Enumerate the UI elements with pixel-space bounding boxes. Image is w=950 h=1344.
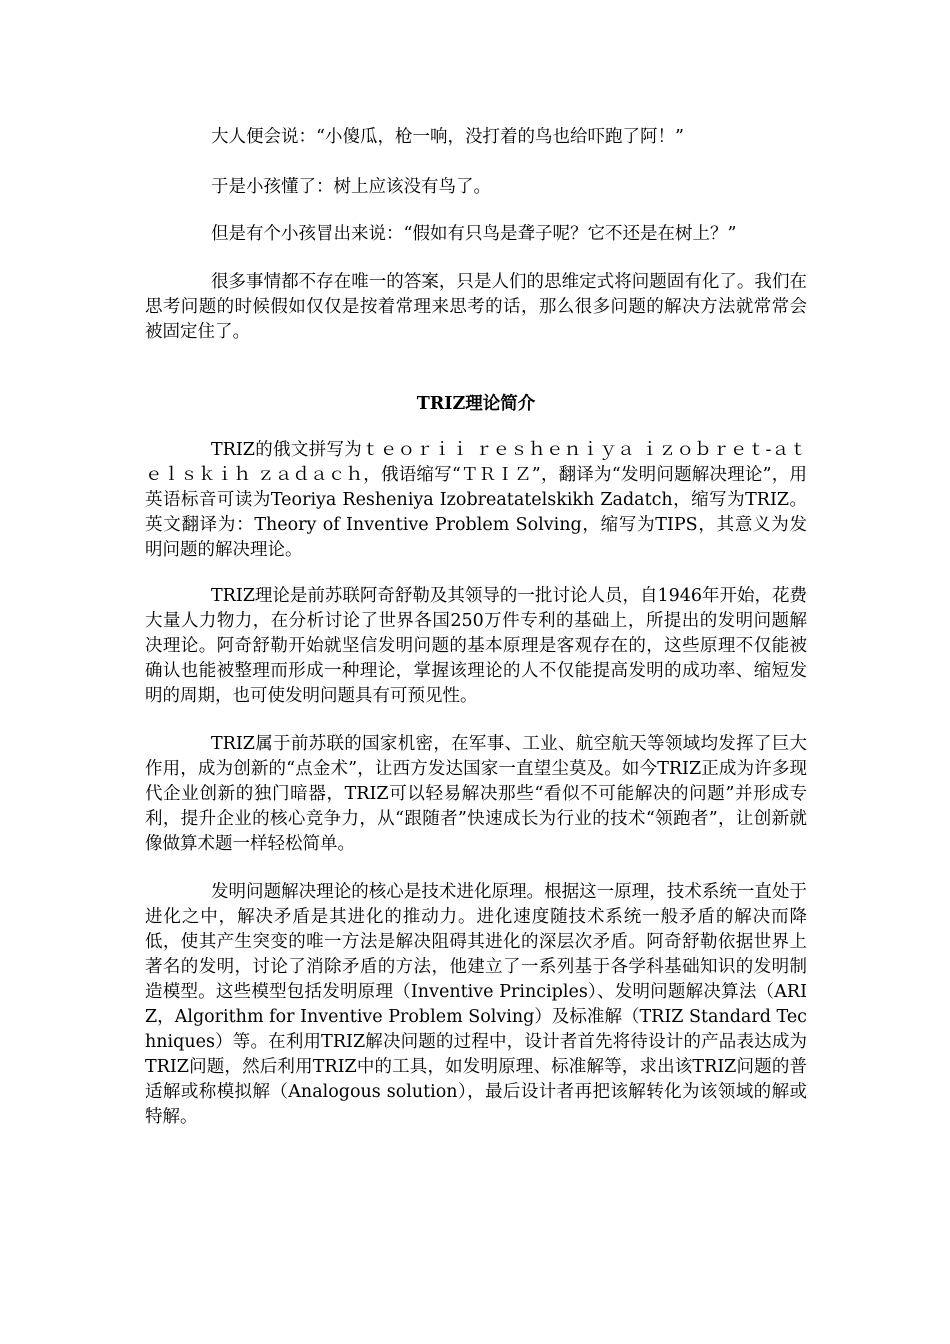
paragraph-triz-name: TRIZ的俄文拼写为ｔｅｏｒｉｉ ｒｅｓｈｅｎｉｙａ ｉｚｏｂｒｅｔ-ａｔｅｌｓｋｉｈ ｚａｄａｃｈ，俄语缩写“ＴＲＩＺ”，翻译为“发明问题解决理论”，用英语标音可读为Teoriya Resheniya Izobreatatelskikh Zadatch，缩写为TRIZ。英文翻译为：Theory of Inventive Problem Solving，缩写为TIPS，其意义为发明问题的解决理论。 [145, 440, 807, 560]
paragraph-thinking-pattern: 很多事情都不存在唯一的答案，只是人们的思维定式将问题固有化了。我们在思考问题的时候假如仅仅是按着常理来思考的话，那么很多问题的解决方法就常常会被固定住了。 [145, 272, 807, 342]
paragraph-triz-core: 发明问题解决理论的核心是技术进化原理。根据这一原理，技术系统一直处于进化之中，解决矛盾是其进化的推动力。进化速度随技术系统一般矛盾的解决而降低，使其产生突变的唯一方法是解决阻碍其进化的深层次矛盾。阿奇舒勒依据世界上著名的发明，讨论了消除矛盾的方法，他建立了一系列基于各学科基础知识的发明制造模型。这些模型包括发明原理（Inventive Principles）、发明问题解决算法（ARIZ，Algorithm for Inventive Problem Solving）及标准解（TRIZ Standard Techniques）等。在利用TRIZ解决问题的过程中，设计者首先将待设计的产品表达成为TRIZ问题，然后利用TRIZ中的工具，如发明原理、标准解等，求出该TRIZ问题的普适解或称模拟解（Analogous solution），最后设计者再把该解转化为该领域的解或特解。 [145, 882, 807, 1127]
paragraph-child-understood: 于是小孩懂了：树上应该没有鸟了。 [211, 177, 491, 197]
paragraph-triz-secret: TRIZ属于前苏联的国家机密，在军事、工业、航空航天等领域均发挥了巨大作用，成为创新的“点金术”，让西方发达国家一直望尘莫及。如今TRIZ正成为许多现代企业创新的独门暗器，TRIZ可以轻易解决那些“看似不可能解决的问题”并形成专利，提升企业的核心竞争力，从“跟随者”快速成长为行业的技术“领跑者”，让创新就像做算术题一样轻松简单。 [145, 734, 807, 854]
paragraph-deaf-bird: 但是有个小孩冒出来说：“假如有只鸟是聋子呢？它不还是在树上？” [211, 224, 737, 244]
section-title: TRIZ理论简介 [416, 394, 536, 414]
paragraph-triz-origin: TRIZ理论是前苏联阿奇舒勒及其领导的一批讨论人员，自1946年开始，花费大量人力物力，在分析讨论了世界各国250万件专利的基础上，所提出的发明问题解决理论。阿奇舒勒开始就坚信发明问题的基本原理是客观存在的，这些原理不仅能被确认也能被整理而形成一种理论，掌握该理论的人不仅能提高发明的成功率、缩短发明的周期，也可使发明问题具有可预见性。 [145, 586, 807, 706]
paragraph-adult-reply: 大人便会说：“小傻瓜，枪一响，没打着的鸟也给吓跑了阿！” [211, 127, 684, 147]
